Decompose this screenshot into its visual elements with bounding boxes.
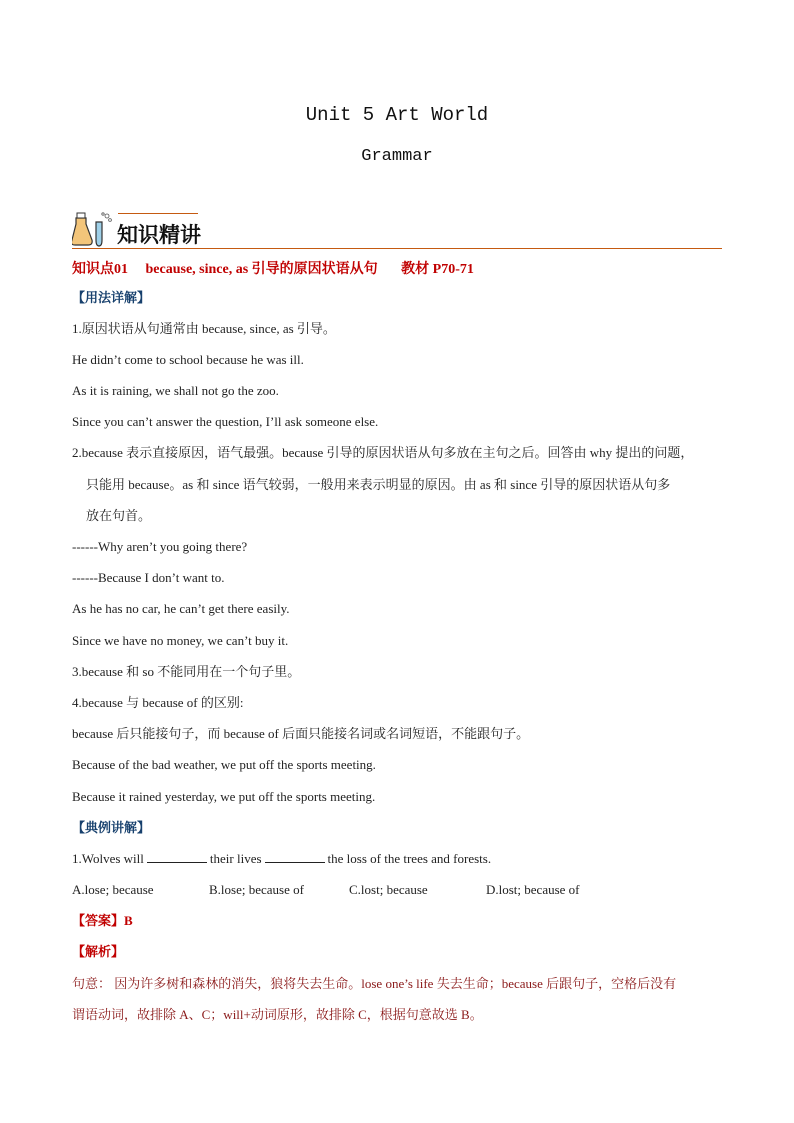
question-text-1: 1.Wolves will <box>72 851 144 866</box>
option-a: A.lose; because <box>72 882 154 897</box>
option-b: B.lose; because of <box>209 882 304 897</box>
answer-blank-1 <box>147 851 207 863</box>
usage-line: 1.原因状语从句通常由 because, since, as 引导。 <box>72 321 336 336</box>
usage-line: 只能用 because。as 和 since 语气较弱，一般用来表示明显的原因。由 as 和 since 引导的原因状语从句多 <box>86 477 671 492</box>
page-title: Unit 5 Art World <box>305 104 489 126</box>
usage-line: ------Why aren’t you going there? <box>72 539 248 554</box>
usage-header: 【用法详解】 <box>72 290 151 305</box>
analysis-line: 谓语动词，故排除 A、C；will+动词原形，故排除 C，根据句意故选 B。 <box>72 1007 483 1022</box>
analysis-label: 【解析】 <box>72 944 125 959</box>
answer-line <box>72 913 133 929</box>
example-question <box>72 851 491 867</box>
question-text-2: their lives <box>209 851 262 866</box>
knowledge-point-topic: because, since, as 引导的原因状语从句 <box>145 262 378 277</box>
usage-line: He didn’t come to school because he was ill. <box>72 352 304 367</box>
page-subtitle: Grammar <box>361 147 433 166</box>
section-banner: 知识精讲 <box>117 223 201 247</box>
usage-line: 放在句首。 <box>86 508 152 523</box>
usage-line: As it is raining, we shall not go the zoo. <box>72 383 279 398</box>
usage-line: Because of the bad weather, we put off the sports meeting. <box>72 757 376 772</box>
example-header: 【典例讲解】 <box>72 820 151 835</box>
banner-top-rule <box>118 213 198 214</box>
answer-blank-2 <box>265 851 325 863</box>
answer-label: 【答案】 <box>72 913 125 928</box>
usage-line: As he has no car, he can’t get there easily. <box>72 601 290 616</box>
knowledge-point-label: 知识点01 <box>72 262 128 277</box>
option-c: C.lost; because <box>349 882 428 897</box>
usage-line: Since you can’t answer the question, I’ll ask someone else. <box>72 414 379 429</box>
usage-line: 2.because 表示直接原因，语气最强。because 引导的原因状语从句多放在主句之后。回答由 why 提出的问题， <box>72 445 694 460</box>
usage-line: 4.because 与 because of 的区别: <box>72 695 244 710</box>
usage-line: ------Because I don’t want to. <box>72 570 225 585</box>
option-d: D.lost; because of <box>486 882 580 897</box>
textbook-ref: 教材 P70-71 <box>401 262 474 277</box>
section-divider <box>72 248 722 249</box>
usage-line: 3.because 和 so 不能同用在一个句子里。 <box>72 664 301 679</box>
flask-icon <box>72 210 114 248</box>
usage-line: Because it rained yesterday, we put off the sports meeting. <box>72 789 376 804</box>
question-text-3: the loss of the trees and forests. <box>327 851 492 866</box>
usage-line: because 后只能接句子，而 because of 后面只能接名词或名词短语，不能跟句子。 <box>72 726 530 741</box>
answer-value: B <box>124 913 133 928</box>
usage-line: Since we have no money, we can’t buy it. <box>72 633 289 648</box>
knowledge-point-heading <box>72 258 474 278</box>
analysis-line: 句意： 因为许多树和森林的消失，狼将失去生命。lose one’s life 失去生命；because 后跟句子，空格后没有 <box>72 976 677 991</box>
